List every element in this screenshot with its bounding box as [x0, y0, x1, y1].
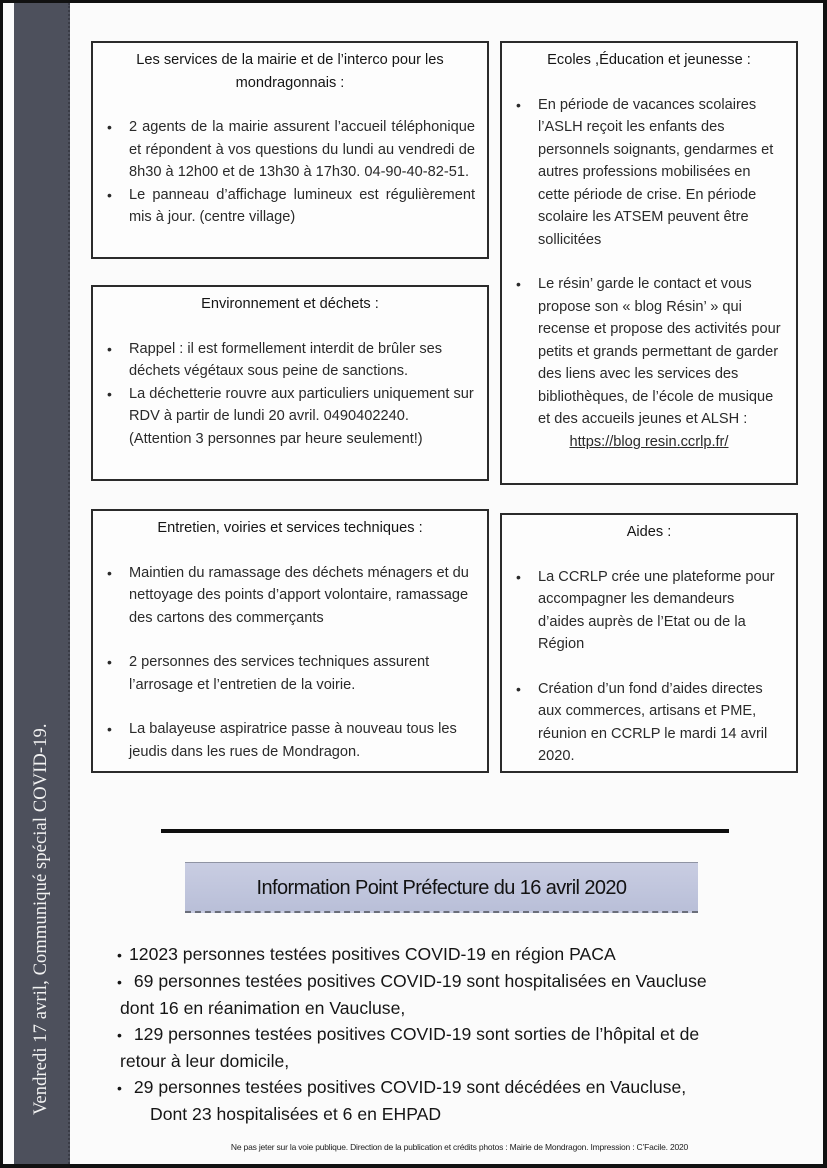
section-environnement [91, 285, 489, 481]
list-item: • Maintien du ramassage des déchets ménagers et du nettoyage des points d’apport volontaire, ramassage des cartons des commerçants [105, 562, 475, 630]
stat-item: • 29 personnes testées positives COVID-19 sont décédées en Vaucluse, Dont 23 hospitalisées et 6 en EHPAD [117, 1077, 687, 1124]
section-title: Les services de la mairie et de l’interco pour les mondragonnais : [136, 52, 444, 91]
stat-item: • 69 personnes testées positives COVID-19 sont hospitalisées en Vaucluse dont 16 en réanimation en Vaucluse, [117, 971, 707, 1018]
divider [161, 829, 729, 833]
list-item: • 2 agents de la mairie assurent l’accueil téléphonique et répondent à vos questions du lundi au vendredi de 8h30 à 12h00 et de 13h30 à 17h30. 04-90-40-82-51. [105, 116, 475, 184]
stat-item: • 129 personnes testées positives COVID-19 sont sorties de l’hôpital et de retour à leur domicile, [117, 1024, 700, 1071]
bullet-list [514, 566, 784, 768]
section-aides [500, 513, 798, 773]
section-mairie [91, 41, 489, 259]
list-item: • En période de vacances scolaires l’ASLH reçoit les enfants des personnels soignants, gendarmes et autres professions mobilisées en cette période de crise. En période scolaire les ATSEM peuvent être sollicitées [514, 94, 784, 252]
stat-item: • 12023 personnes testées positives COVID-19 en région PACA [117, 941, 817, 968]
section-entretien [91, 509, 489, 773]
list-item: • La CCRLP crée une plateforme pour accompagner les demandeurs d’aides auprès de l’Etat ou de la Région [514, 566, 784, 656]
flyer-page [3, 3, 823, 1164]
bullet-icon: • [117, 1080, 122, 1096]
section-title: Ecoles ,Éducation et jeunesse : [547, 52, 751, 68]
list-item: • 2 personnes des services techniques assurent l’arrosage et l’entretien de la voirie. [105, 651, 475, 696]
bullet-icon: • [117, 1027, 122, 1043]
list-item: • Le résin’ garde le contact et vous propose son « blog Résin’ » qui recense et propose des activités pour petits et grands permettant de garder des liens avec les services des bibliothèques, de l’école de musique et des accueils jeunes et ALSH : [514, 273, 784, 431]
prefecture-stats [117, 941, 817, 1127]
section-title: Environnement et déchets : [201, 296, 379, 312]
list-item: • Rappel : il est formellement interdit de brûler ses déchets végétaux sous peine de sanctions. [105, 338, 475, 383]
section-ecoles [500, 41, 798, 485]
bullet-list [514, 94, 784, 454]
list-item: • La déchetterie rouvre aux particuliers uniquement sur RDV à partir de lundi 20 avril. 0490402240. (Attention 3 personnes par heure seulement!) [105, 383, 475, 451]
list-item: • Le panneau d’affichage lumineux est régulièrement mis à jour. (centre village) [105, 184, 475, 229]
section-title: Aides : [626, 524, 672, 540]
bullet-list [105, 116, 475, 229]
blog-resin-link[interactable]: https://blog resin.ccrlp.fr/ [569, 433, 729, 450]
prefecture-banner: Information Point Préfecture du 16 avril 2020 [185, 862, 698, 913]
footer-credits: Ne pas jeter sur la voie publique. Direction de la publication et crédits photos : Mairie de Mondragon. Impression : C’Facile. 2020 [230, 1142, 689, 1152]
list-item: • Création d’un fond d’aides directes aux commerces, artisans et PME, réunion en CCRLP le mardi 14 avril 2020. [514, 678, 784, 768]
bullet-icon: • [117, 974, 122, 990]
bullet-list [105, 338, 475, 451]
list-item: • La balayeuse aspiratrice passe à nouveau tous les jeudis dans les rues de Mondragon. [105, 718, 475, 763]
bullet-list [105, 562, 475, 764]
side-banner-text: Vendredi 17 avril, Communiqué spécial COVID-19. [31, 723, 51, 1115]
section-title: Entretien, voiries et services techniques : [157, 520, 423, 536]
bullet-icon: • [117, 947, 122, 963]
